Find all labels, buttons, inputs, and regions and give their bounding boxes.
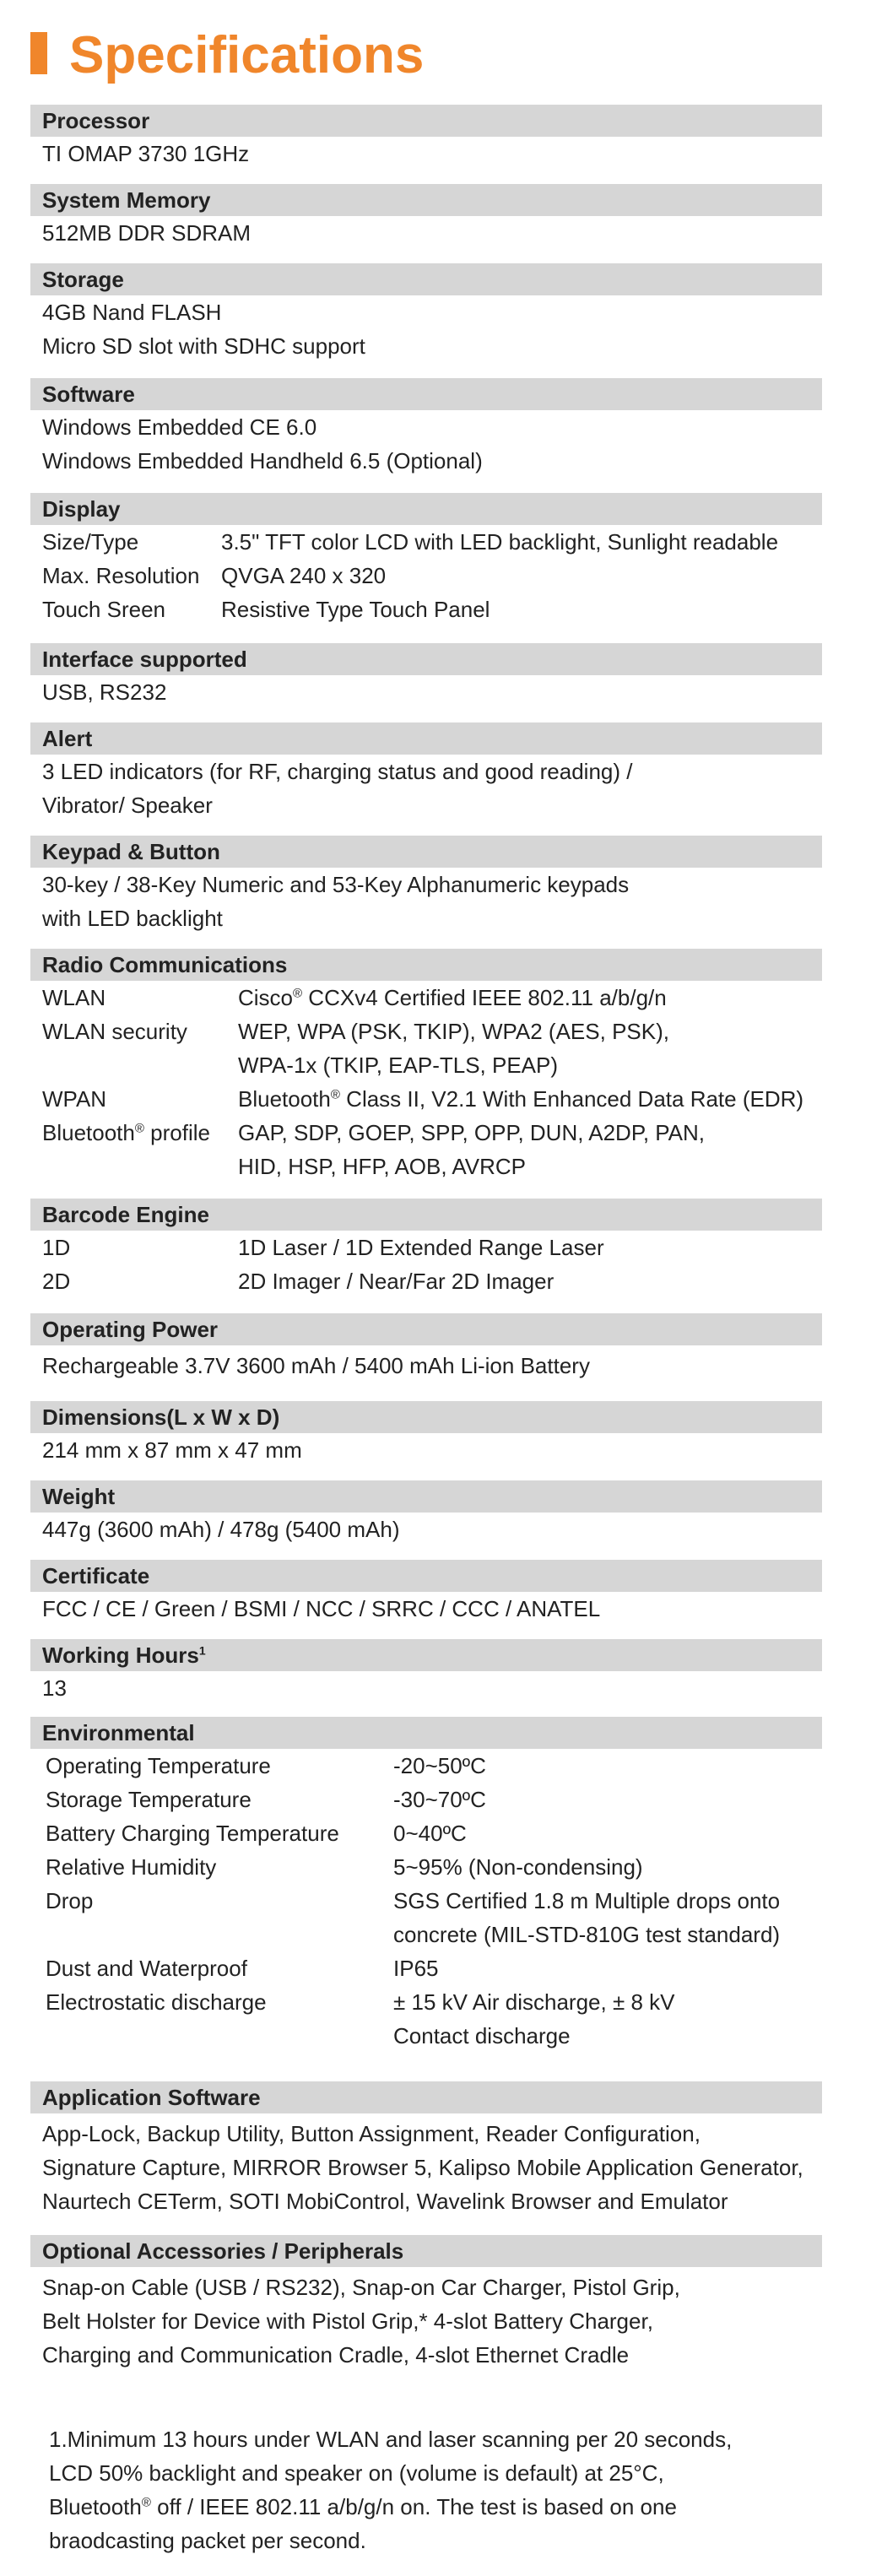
spec-value: IP65 (393, 1956, 439, 1981)
spec-value: Cisco® CCXv4 Certified IEEE 802.11 a/b/g/n (238, 985, 667, 1010)
spec-row (30, 981, 822, 1015)
spec-line: Micro SD slot with SDHC support (42, 333, 365, 359)
section-weight (30, 1480, 822, 1546)
spec-row (30, 1850, 822, 1884)
section-dimensions (30, 1401, 822, 1467)
spec-value: Bluetooth® Class II, V2.1 With Enhanced Data Rate (EDR) (238, 1086, 804, 1112)
spec-key: WLAN (42, 985, 106, 1010)
section-alert (30, 722, 822, 822)
spec-line: Rechargeable 3.7V 3600 mAh / 5400 mAh Li-ion Battery (42, 1353, 590, 1378)
spec-row (30, 1749, 822, 1783)
section-certificate (30, 1560, 822, 1626)
spec-key: Touch Sreen (42, 597, 165, 622)
spec-line: 3 LED indicators (for RF, charging status and good reading) / (42, 759, 633, 784)
section-header: Certificate (30, 1560, 822, 1592)
registered-mark: ® (330, 1087, 340, 1102)
spec-row (30, 559, 822, 593)
spec-value: 5~95% (Non-condensing) (393, 1854, 643, 1880)
section-header: Barcode Engine (30, 1199, 822, 1231)
spec-key: Storage Temperature (46, 1787, 252, 1812)
spec-line: TI OMAP 3730 1GHz (42, 141, 250, 166)
spec-line: App-Lock, Backup Utility, Button Assignment, Reader Configuration, (42, 2121, 701, 2146)
spec-row (30, 1918, 822, 1951)
spec-value: -20~50ºC (393, 1753, 486, 1778)
spec-line: Snap-on Cable (USB / RS232), Snap-on Car Charger, Pistol Grip, (42, 2275, 680, 2300)
section-header: Processor (30, 105, 822, 137)
spec-key: Size/Type (42, 529, 139, 555)
spec-row (30, 1816, 822, 1850)
spec-line: 214 mm x 87 mm x 47 mm (42, 1437, 302, 1463)
registered-mark: ® (141, 2495, 151, 2510)
spec-value: 2D Imager / Near/Far 2D Imager (238, 1269, 555, 1294)
spec-row (30, 1985, 822, 2019)
section-header: Interface supported (30, 643, 822, 675)
spec-line: 30-key / 38-Key Numeric and 53-Key Alphanumeric keypads (42, 872, 630, 897)
spec-value: HID, HSP, HFP, AOB, AVRCP (238, 1154, 527, 1179)
section-header: Software (30, 378, 822, 410)
spec-row (30, 1264, 822, 1298)
spec-value: 1D Laser / 1D Extended Range Laser (238, 1235, 604, 1260)
section-header: Application Software (30, 2081, 822, 2113)
spec-key: Battery Charging Temperature (46, 1821, 339, 1846)
spec-line: Windows Embedded Handheld 6.5 (Optional) (42, 448, 483, 474)
title-accent-bar (30, 32, 47, 74)
spec-line: Windows Embedded CE 6.0 (42, 414, 317, 440)
spec-line: Belt Holster for Device with Pistol Grip,* 4-slot Battery Charger, (42, 2308, 653, 2334)
spec-row (30, 1951, 822, 1985)
section-keypad (30, 836, 822, 935)
registered-mark: ® (293, 986, 303, 1001)
section-application-software (30, 2081, 822, 2218)
spec-key: Dust and Waterproof (46, 1956, 247, 1981)
spec-row (30, 1884, 822, 1918)
section-working-hours (30, 1639, 822, 1705)
spec-row (30, 1015, 822, 1048)
section-barcode (30, 1199, 822, 1298)
section-interface (30, 643, 822, 709)
footnote-line: LCD 50% backlight and speaker on (volume is default) at 25°C, (49, 2460, 664, 2486)
footnote-marker: 1 (198, 1643, 206, 1658)
footnote-line: Bluetooth® off / IEEE 802.11 a/b/g/n on. The test is based on one (49, 2494, 677, 2519)
spec-key: WPAN (42, 1086, 107, 1112)
section-radio (30, 949, 822, 1183)
section-optional-accessories (30, 2235, 822, 2372)
spec-row (30, 1783, 822, 1816)
section-operating-power (30, 1313, 822, 1383)
section-header: System Memory (30, 184, 822, 216)
section-environmental (30, 1717, 822, 2053)
footnote (49, 2422, 842, 2557)
section-software (30, 378, 822, 478)
spec-key: WLAN security (42, 1019, 187, 1044)
section-header: Alert (30, 722, 822, 755)
spec-line: 13 (42, 1675, 67, 1701)
spec-line: USB, RS232 (42, 679, 167, 705)
section-processor (30, 105, 822, 170)
spec-value: ± 15 kV Air discharge, ± 8 kV (393, 1989, 675, 2015)
section-display (30, 493, 822, 626)
spec-line: 512MB DDR SDRAM (42, 220, 252, 246)
spec-value: Resistive Type Touch Panel (221, 597, 490, 622)
page-title-text: Specifications (69, 26, 425, 84)
spec-key: Electrostatic discharge (46, 1989, 267, 2015)
footnote-line: braodcasting packet per second. (49, 2528, 366, 2553)
spec-line: with LED backlight (42, 906, 223, 931)
spec-key: Relative Humidity (46, 1854, 217, 1880)
section-header: Radio Communications (30, 949, 822, 981)
section-system-memory (30, 184, 822, 250)
section-header: Storage (30, 263, 822, 295)
section-header: Working Hours$^1$ (30, 1639, 822, 1671)
spec-key: Operating Temperature (46, 1753, 271, 1778)
spec-row (30, 593, 822, 626)
section-header: Dimensions(L x W x D) (30, 1401, 822, 1433)
spec-row (30, 1082, 822, 1116)
spec-row (30, 1231, 822, 1264)
spec-key: 2D (42, 1269, 71, 1294)
spec-line: 447g (3600 mAh) / 478g (5400 mAh) (42, 1517, 400, 1542)
spec-key: Bluetooth® profile (42, 1120, 210, 1145)
spec-value: 3.5" TFT color LCD with LED backlight, Sunlight readable (221, 529, 779, 555)
spec-line: FCC / CE / Green / BSMI / NCC / SRRC / CCC / ANATEL (42, 1596, 601, 1621)
footnote-line: 1.Minimum 13 hours under WLAN and laser scanning per 20 seconds, (49, 2427, 733, 2452)
section-header: Weight (30, 1480, 822, 1513)
spec-value: WEP, WPA (PSK, TKIP), WPA2 (AES, PSK), (238, 1019, 669, 1044)
spec-line: Charging and Communication Cradle, 4-slot Ethernet Cradle (42, 2342, 630, 2368)
section-header: Optional Accessories / Peripherals (30, 2235, 822, 2267)
spec-row (30, 525, 822, 559)
spec-value: WPA-1x (TKIP, EAP-TLS, PEAP) (238, 1053, 559, 1078)
spec-row (30, 1116, 822, 1150)
spec-row (30, 1048, 822, 1082)
spec-line: Naurtech CETerm, SOTI MobiControl, Wavelink Browser and Emulator (42, 2189, 728, 2214)
spec-value: SGS Certified 1.8 m Multiple drops onto (393, 1888, 781, 1913)
section-header: Environmental (30, 1717, 822, 1749)
section-storage (30, 263, 822, 363)
spec-key: 1D (42, 1235, 71, 1260)
spec-line: Vibrator/ Speaker (42, 793, 213, 818)
section-header: Keypad & Button (30, 836, 822, 868)
spec-key: Drop (46, 1888, 94, 1913)
spec-value: GAP, SDP, GOEP, SPP, OPP, DUN, A2DP, PAN, (238, 1120, 706, 1145)
registered-mark: ® (134, 1121, 144, 1136)
section-header: Operating Power (30, 1313, 822, 1345)
spec-value: Contact discharge (393, 2023, 571, 2048)
spec-value: QVGA 240 x 320 (221, 563, 387, 588)
spec-row (30, 1150, 822, 1183)
spec-value: concrete (MIL-STD-810G test standard) (393, 1922, 781, 1947)
spec-value: -30~70ºC (393, 1787, 486, 1812)
spec-row (30, 2019, 822, 2053)
spec-key: Max. Resolution (42, 563, 200, 588)
section-header: Display (30, 493, 822, 525)
spec-value: 0~40ºC (393, 1821, 467, 1846)
spec-line: Signature Capture, MIRROR Browser 5, Kalipso Mobile Application Generator, (42, 2155, 803, 2180)
spec-line: 4GB Nand FLASH (42, 300, 222, 325)
